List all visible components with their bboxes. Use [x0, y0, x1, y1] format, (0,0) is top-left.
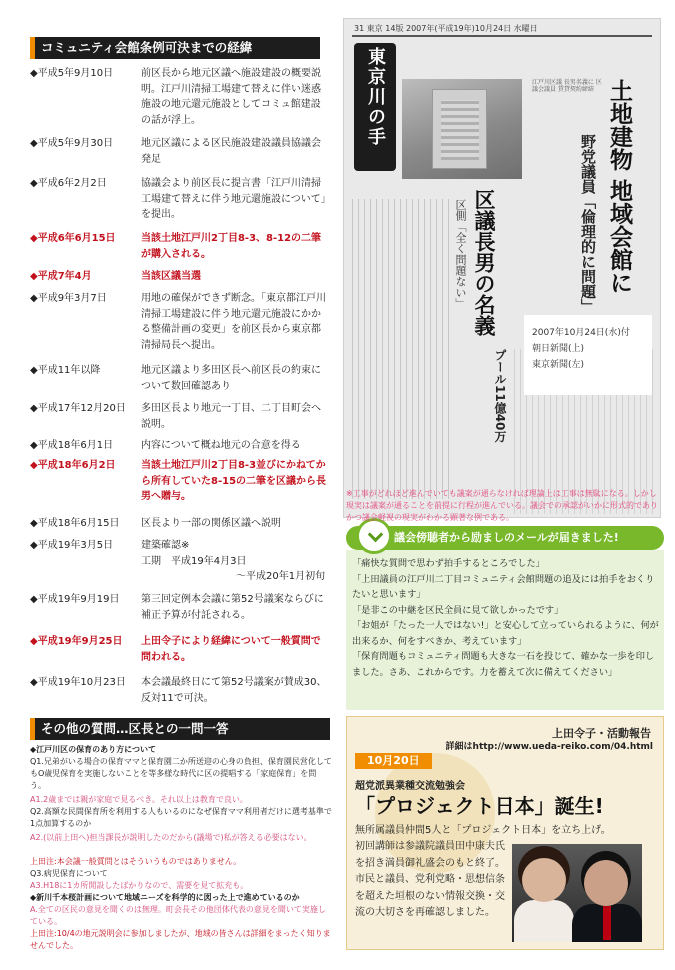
- mail-quote: 「上田議員の江戸川二丁目コミュニティ会館問題の追及には拍手をおくりたいと思います」: [352, 573, 655, 600]
- timeline-desc: 当該土地江戸川2丁目8-3、8-12の二筆が購入される。: [141, 233, 322, 260]
- qa-item: Q2.高額な民間保育所を利用する人もいるのになぜ保育ママ利用者だけに選考基準で1点加算するのか: [30, 807, 332, 828]
- timeline-date: ◆平成18年6月15日: [30, 518, 120, 529]
- timeline-desc: 協議会より前区長に提言書「江戸川清掃工場建て替えに伴う地元還施設について」を提出。: [141, 178, 326, 220]
- building-shape: [432, 89, 487, 169]
- divider: [352, 35, 652, 37]
- qa-item: A.全ての区民の意見を聞くのは無理。町会長その他団体代表の意見を聞いて実施している。: [30, 905, 326, 926]
- logo-text: [354, 47, 396, 147]
- timeline-desc: 区長より一部の関係区議へ説明: [141, 518, 281, 529]
- mail-quote: 「是非この中継を区民全員に見て欲しかったです」: [352, 604, 564, 616]
- timeline-desc: 前区長から地元区議へ施設建設の概要説明。江戸川清掃工場建て替えに伴い迷惑施設の地元還元施設としてコミュ館建設の話が浮上。: [141, 68, 321, 126]
- headline-sub: 野党議員「倫理的に問題」: [579, 134, 597, 314]
- timeline-desc: 多田区長より地元一丁目、二丁目町会へ説明。: [141, 403, 321, 430]
- headline-mid-sub: 区側「全く問題ない」: [454, 199, 467, 309]
- timeline-date: ◆平成9年3月7日: [30, 293, 107, 304]
- timeline-date: ◆平成18年6月2日: [30, 460, 116, 471]
- timeline-desc: 内容について概ね地元の合意を得る: [141, 440, 301, 451]
- timeline-date: ◆平成5年9月10日: [30, 68, 114, 79]
- qa-item: 上田注:10/4の地元説明会に参加しましたが、地域の皆さんは詳細をまったく知りませんでした。: [30, 929, 331, 950]
- section-title-qa: その他の質問…区長との一問一答: [30, 718, 330, 740]
- timeline-desc: 地元区議による区民施設建設議員協議会発足: [141, 138, 321, 165]
- construction-note: ※工事がどれほど進んでいても議案が通らなければ理論上は工事は無駄になる。しかし現実は議案が通ることを前提に行程が進んでいる。議会での承認がいかに形式的でありかつ議会軽視の現実がわかる顕著な例である。: [346, 489, 658, 522]
- qa-item: 上田注:本会議一般質問とはそういうものではありません。: [30, 857, 242, 866]
- photo-person: [514, 900, 574, 942]
- caption-line: 朝日新聞(上): [532, 344, 585, 354]
- activity-report: [346, 716, 664, 950]
- photo-person-head: [584, 860, 628, 906]
- timeline-desc: 本会議最終日にて第52号議案が賛成30、反対11で可決。: [141, 677, 327, 704]
- logo-text-2: 川の手: [365, 87, 386, 147]
- construction-period-end: ～平成20年1月初旬: [236, 571, 326, 582]
- article-columns: [352, 199, 452, 499]
- qa-item: A1.2歳までは親が家庭で見るべき。それ以上は教育で良い。: [30, 795, 248, 804]
- report-headline: 「プロジェクト日本」誕生!: [355, 794, 604, 818]
- report-body: 初回講師は参議院議員田中康夫氏を招き満員御礼盛会のもと終了。市民と議員、党利党略・思想信条を超えた垣根のない情報交換・交流の大切さを再確認しました。: [355, 841, 505, 918]
- encouragement-mail-box: [346, 504, 664, 700]
- report-date-badge: 10月20日: [355, 753, 432, 769]
- article-side-text: 江戸川区議 長男名義に 区議会議員 賃貸契約締結: [532, 79, 602, 93]
- timeline-date: ◆平成19年10月23日: [30, 677, 126, 688]
- logo-text-1: 東京: [365, 47, 386, 87]
- report-url-link[interactable]: 詳細はhttp://www.ueda-reiko.com/04.html: [445, 742, 653, 752]
- timeline-date: ◆平成5年9月30日: [30, 138, 114, 149]
- timeline-date: ◆平成18年6月1日: [30, 440, 114, 451]
- building-photo: [402, 79, 522, 179]
- timeline-desc: 上田令子により経緯について一般質問で問われる。: [141, 636, 321, 663]
- mail-quote: 「保育問題もコミュニティ問題も大きな一石を投じて、確かな一歩を印しました。さあ、これからです。力を蓄えて次に備えてください」: [352, 651, 655, 678]
- timeline-desc: 用地の確保ができず断念。「東京都江戸川清掃工場建設に伴う地元還元施設にかかる整備計画の変更」を前区長から東京都清掃局長へ提出。: [141, 293, 326, 351]
- timeline-date: ◆平成19年9月25日: [30, 636, 123, 647]
- headline-main: 土地建物 地域会館に: [606, 79, 632, 295]
- timeline-date: ◆平成6年6月15日: [30, 233, 116, 244]
- qa-item: A2.(以前上田へ)担当課長が説明したのだから(議場で)私が答える必要はない。: [30, 833, 312, 842]
- qa-item: ◆江戸川区の保育のあり方について: [30, 745, 156, 754]
- qa-item: A3.H18に1カ所開設したばかりなので、需要を見て拡充も。: [30, 881, 249, 890]
- timeline-desc-text: 建築確認※: [141, 540, 190, 551]
- photo-person-head: [522, 858, 566, 902]
- mail-title: 議会傍聴者から励ましのメールが届きました!: [346, 526, 664, 550]
- report-event: 超党派異業種交流勉強会: [355, 781, 465, 792]
- timeline-desc: 当該土地江戸川2丁目8-3並びにかねてから所有していた8-15の二筆を区議から長男へ贈与。: [141, 460, 327, 502]
- timeline-desc: 第三回定例本会議に第52号議案ならびに補正予算が付託される。: [141, 594, 324, 621]
- mail-quote: 「お姐が「たった一人ではない!」と安心して立っていられるように、何が出来るか、何をすべきか、考えています」: [352, 620, 659, 647]
- clipping-caption: [532, 325, 630, 373]
- timeline-desc: 当該区議当選: [141, 271, 201, 282]
- qa-item: Q1.兄弟がいる場合の保育ママと保育園二か所送迎の心身の負担、保育園民営化してもO歳児保育を実施しないことを等多様な時代に区の提唱する「家庭保育」を問う。: [30, 757, 332, 790]
- qa-item: Q3.病児保育について: [30, 869, 108, 878]
- timeline-desc: 地元区議より多田区長へ前区長の約束について数回確認あり: [141, 365, 321, 392]
- timeline-date: ◆平成7年4月: [30, 271, 92, 282]
- report-title: 上田令子・活動報告: [552, 727, 651, 740]
- mail-quote: 「痛快な質問で思わず拍手するところでした」: [352, 558, 545, 569]
- timeline-date: ◆平成19年9月19日: [30, 594, 120, 605]
- headline-mid: 区議長男の名義: [472, 189, 496, 336]
- newspaper-clipping: [343, 18, 661, 518]
- kawanote-logo: [354, 43, 396, 171]
- caption-line: 2007年10月24日(水)付: [532, 328, 630, 338]
- timeline-date: ◆平成19年3月5日: [30, 540, 114, 551]
- headline-pool: プール11億40万: [493, 349, 507, 443]
- newspaper-dateline: 31 東京 14版 2007年(平成19年)10月24日 水曜日: [354, 24, 538, 33]
- section-title-timeline: コミュニティ会館条例可決までの経緯: [30, 37, 320, 59]
- construction-period-start: 工期 平成19年4月3日: [141, 555, 247, 567]
- photo-tie: [603, 906, 611, 940]
- mail-quotes: [352, 556, 660, 680]
- timeline-date: ◆平成6年2月2日: [30, 178, 107, 189]
- timeline-date: ◆平成11年以降: [30, 365, 101, 376]
- timeline-date: ◆平成17年12月20日: [30, 403, 126, 414]
- event-photo: [512, 844, 642, 942]
- caption-line: 東京新聞(左): [532, 360, 585, 370]
- qa-item: ◆新川千本桜計画について地域ニーズを科学的に図った上で進めているのか: [30, 893, 300, 902]
- timeline-desc: [141, 538, 329, 585]
- report-lead: 無所属議員仲間5人と「プロジェクト日本」を立ち上げ。: [355, 825, 611, 836]
